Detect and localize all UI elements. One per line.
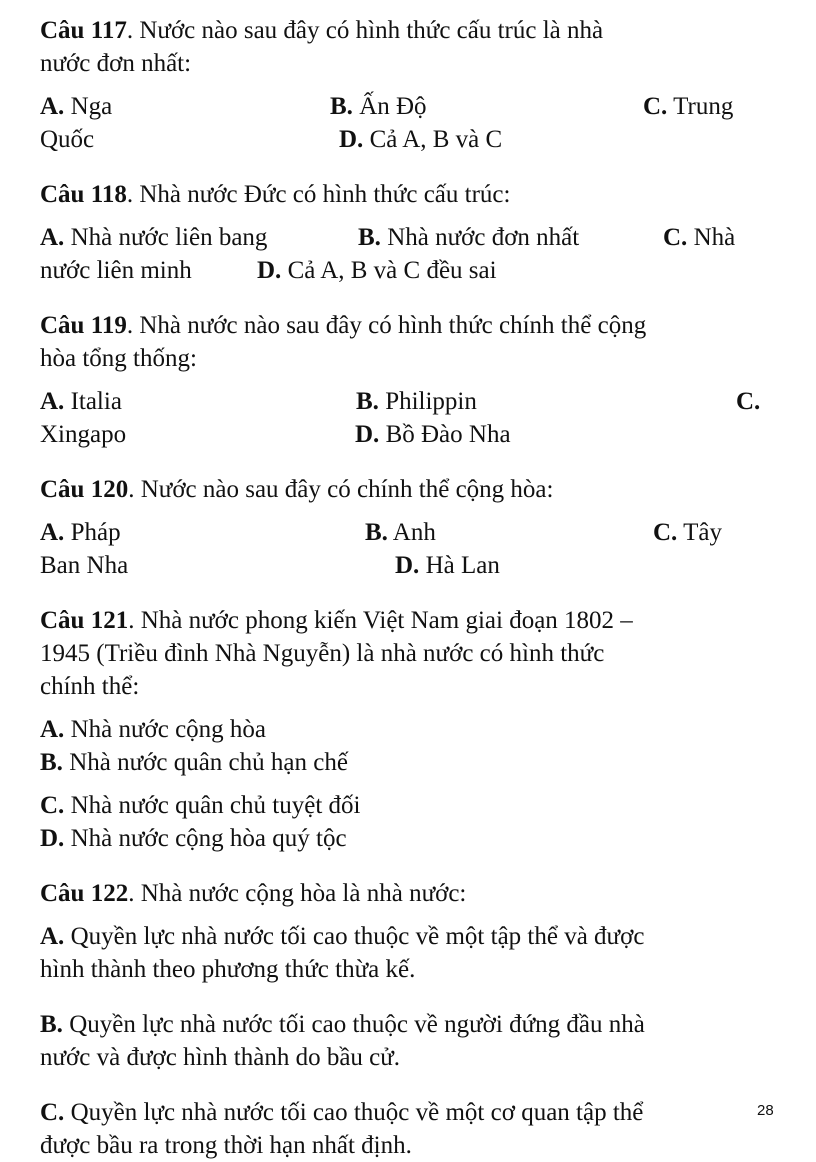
option-b: B. Nhà nước đơn nhất [358,224,580,251]
question-118-stem [40,178,780,211]
document-page [40,14,780,1162]
option-c-continuation: Xingapo [40,421,127,448]
option-a: A. Quyền lực nhà nước tối cao thuộc về một tập thể và được [40,923,645,950]
question-text: . Nhà nước Đức có hình thức cấu trúc: [126,181,511,208]
question-text: . Nước nào sau đây có hình thức cấu trúc là nhà [126,17,604,44]
question-120-options-row-1 [40,516,780,549]
option-c: C. Tây [653,519,722,546]
question-label: Câu 122 [40,880,129,907]
option-a: A. Pháp [40,519,121,546]
option-c: C. Quyền lực nhà nước tối cao thuộc về một cơ quan tập thể [40,1099,644,1126]
option-c-continuation: nước liên minh [40,257,192,284]
page-number: 28 [757,1102,774,1119]
option-a-continuation: hình thành theo phương thức thừa kế. [40,956,416,983]
question-label: Câu 121 [40,607,129,634]
option-d: D. Cả A, B và C đều sai [257,257,497,284]
question-121-stem [40,604,780,637]
option-d: D. Hà Lan [395,552,500,579]
question-text: . Nhà nước nào sau đây có hình thức chính thể cộng [126,312,647,339]
question-118-options-row-2 [40,254,780,287]
option-a: A. Italia [40,388,122,415]
option-b: B. Nhà nước quân chủ hạn chế [40,749,348,776]
question-text: . Nhà nước cộng hòa là nhà nước: [128,880,467,907]
option-a: A. Nga [40,93,113,120]
option-c: C. Trung [643,93,734,120]
option-b: B. Anh [365,519,436,546]
option-c: C. Nhà [663,224,736,251]
question-117-stem-cont: nước đơn nhất: [40,50,192,77]
option-d: D. Bồ Đào Nha [355,421,511,448]
question-120-options-row-2 [40,549,780,582]
question-label: Câu 120 [40,476,129,503]
question-text: . Nhà nước phong kiến Việt Nam giai đoạn 1802 – [128,607,633,634]
question-122-stem [40,877,780,910]
question-117-options-row-2 [40,123,780,156]
question-label: Câu 119 [40,312,127,339]
option-c-continuation: được bầu ra trong thời hạn nhất định. [40,1132,412,1159]
option-d: D. Nhà nước cộng hòa quý tộc [40,825,347,852]
question-label: Câu 117 [40,17,127,44]
question-119-options-row-2 [40,418,780,451]
question-118-options-row-1 [40,221,780,254]
question-120-stem [40,473,780,506]
question-119-options-row-1 [40,385,780,418]
option-b: B. Ấn Độ [330,93,427,120]
question-121-stem-cont: chính thể: [40,673,140,700]
question-119-stem-cont: hòa tổng thống: [40,345,197,372]
option-c: C. [736,388,761,415]
question-121-stem-cont: 1945 (Triều đình Nhà Nguyễn) là nhà nước có hình thức [40,640,605,667]
option-a: A. Nhà nước liên bang [40,224,268,251]
question-text: . Nước nào sau đây có chính thể cộng hòa: [128,476,554,503]
question-117-stem [40,14,780,47]
question-119-stem [40,309,780,342]
option-a: A. Nhà nước cộng hòa [40,716,267,743]
option-c-continuation: Ban Nha [40,552,129,579]
option-b: B. Quyền lực nhà nước tối cao thuộc về người đứng đầu nhà [40,1011,645,1038]
option-b-continuation: nước và được hình thành do bầu cử. [40,1044,401,1071]
question-label: Câu 118 [40,181,127,208]
question-117-options-row-1 [40,90,780,123]
option-c-continuation: Quốc [40,126,95,153]
option-b: B. Philippin [356,388,477,415]
option-c: C. Nhà nước quân chủ tuyệt đối [40,792,361,819]
option-d: D. Cả A, B và C [339,126,503,153]
